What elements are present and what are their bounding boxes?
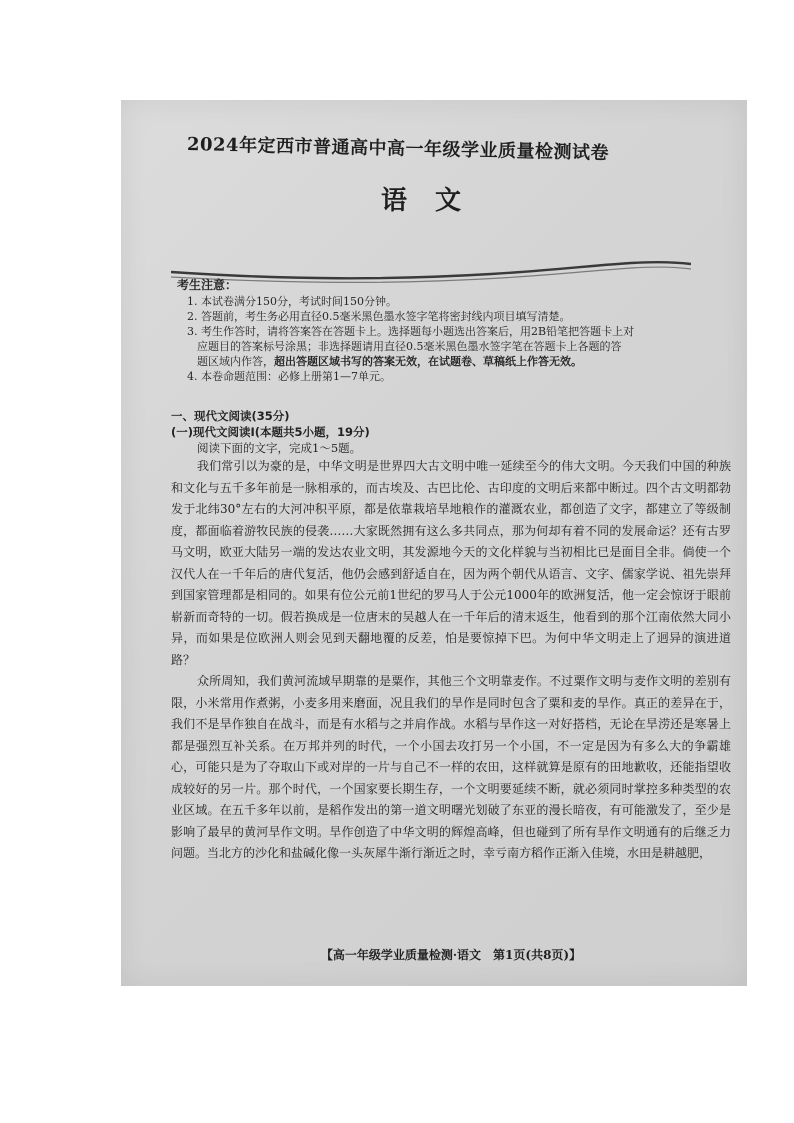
notice-item-3-cont: 应题目的答案标号涂黑；非选择题请用直径0.5毫米黑色墨水签字笔在答题卡上各题的答 [197,340,622,353]
notice-emphasis: 超出答题区域书写的答案无效，在试题卷、草稿纸上作答无效。 [274,355,582,368]
notice-heading: 考生注意： [177,278,238,292]
section-instruction: 阅读下面的文字，完成1～5题。 [197,441,362,455]
notice-item-1: 1. 本试卷满分150分，考试时间150分钟。 [187,295,397,308]
notice-item-3: 3. 考生作答时，请将答案答在答题卡上。选择题每小题选出答案后，用2B铅笔把答题卡上对 [187,325,635,338]
page-footer: 【高一年级学业质量检测·语文 第1页(共8页)】 [320,948,582,962]
notice-item-3-cont2 [177,354,717,369]
notice-item-4: 4. 本卷命题范围：必修上册第1—7单元。 [187,370,391,383]
section-subheading: (一)现代文阅读Ⅰ(本题共5小题，19分) [171,425,370,439]
passage-paragraph-2: 众所周知，我们黄河流域早期靠的是粟作，其他三个文明靠麦作。不过粟作文明与麦作文明的差别有限，小米常用作煮粥，小麦多用来磨面，况且我们的旱作是同时包含了粟和麦的旱作。真正的差异在于，我们不是旱作独自在战斗，而是有水稻与之并肩作战。水稻与旱作这一对好搭档，无论在旱涝还是寒暑上都是强烈互补关系。在万邦并列的时代，一个小国去攻打另一个小国，不一定是因为有多么大的争霸雄心，可能只是为了夺取山下或对岸的一片与自己不一样的农田，这样就算是原有的田地歉收，还能指望收成较好的另一片。那个时代，一个国家要长期生存，一个文明要延续不断，就必须同时掌控多种类型的农业区域。在五千多年以前，是稻作发出的第一道文明曙光划破了东亚的漫长暗夜，有可能激发了，至少是影响了最早的黄河旱作文明。旱作创造了中华文明的辉煌高峰，但也碰到了所有旱作文明通有的后继乏力问题。当北方的沙化和盐碱化像一头灰犀牛渐行渐近之时，幸亏南方稻作正渐入佳境，水田是耕越肥， [171,674,731,860]
exam-paper-photo [121,100,747,986]
notice-item-2: 2. 答题前，考生务必用直径0.5毫米黑色墨水签字笔将密封线内项目填写清楚。 [187,310,571,323]
reading-section [171,408,731,865]
subject-title: 语文 [381,186,490,216]
exam-notice [177,278,717,384]
notice-item-3-tail: 题区域内作答， [197,355,274,368]
passage-paragraph-1: 我们常引以为豪的是，中华文明是世界四大古文明中唯一延续至今的伟大文明。今天我们中国的种族和文化与五千多年前是一脉相承的，而古埃及、古巴比伦、古印度的文明后来都中断过。四个古文明都勃发于北纬30°左右的大河冲积平原，都是依靠栽培旱地粮作的灌溉农业，都创造了文字，都建立了等级制度，都面临着游牧民族的侵袭……大家既然拥有这么多共同点，那为何却有着不同的发展命运？还有古罗马文明，欧亚大陆另一端的发达农业文明，其发源地今天的文化样貌与当初相比已是面目全非。倘使一个汉代人在一千年后的唐代复活，他仍会感到舒适自在，因为两个朝代从语言、文字、儒家学说、祖先崇拜到国家管理都是相同的。如果有位公元前1世纪的罗马人于公元1000年的欧洲复活，他一定会惊讶于眼前崭新而奇特的一切。假若换成是一位唐末的吴越人在一千年后的清末返生，他看到的那个江南依然大同小异，而如果是位欧洲人则会见到天翻地覆的反差，怕是要惊掉下巴。为何中华文明走上了迥异的演进道路？ [171,459,731,667]
exam-title: 2024年定西市普通高中高一年级学业质量检测试卷 [186,134,610,164]
section-heading: 一、现代文阅读(35分) [171,409,290,423]
